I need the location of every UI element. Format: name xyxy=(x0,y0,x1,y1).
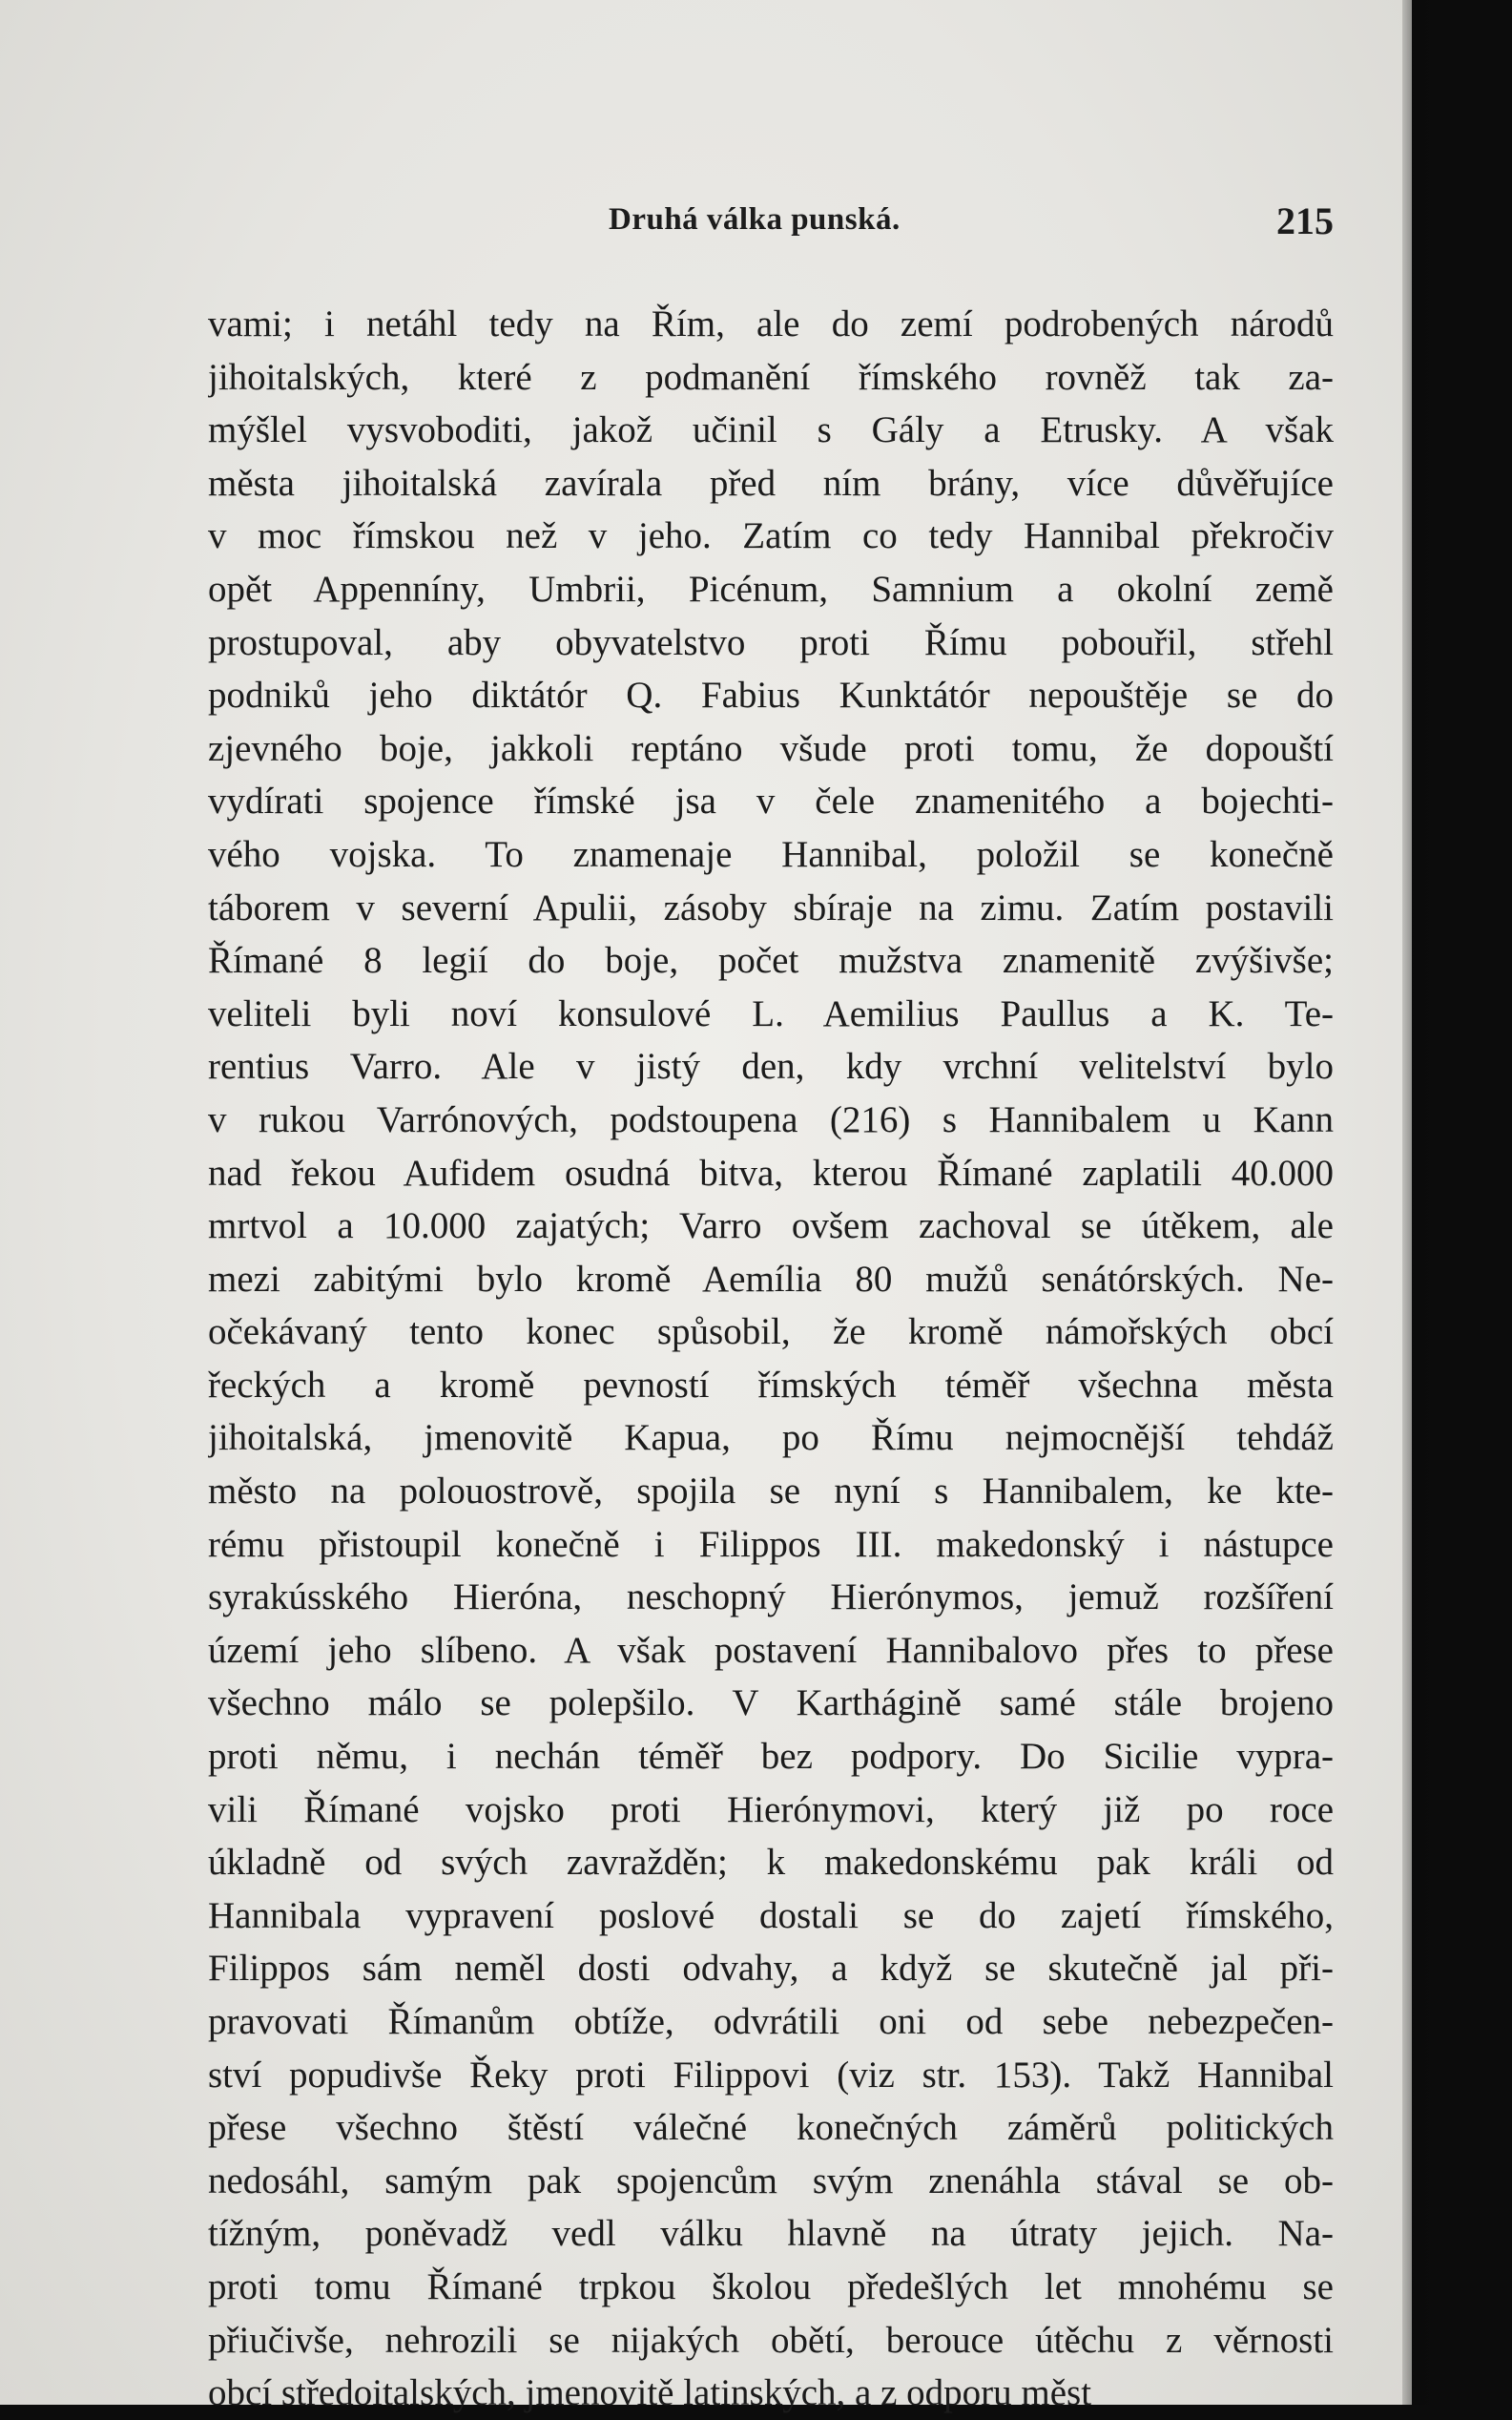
text-line: v moc římskou než v jeho. Zatím co tedy Hannibal překročiv xyxy=(208,515,1334,557)
text-line: vami; i netáhl tedy na Řím, ale do zemí podrobených národů xyxy=(208,303,1334,344)
text-line: jihoitalská, jmenovitě Kapua, po Římu nejmocnější tehdáž xyxy=(208,1417,1334,1459)
body-text xyxy=(208,298,1334,2420)
text-line: opět Appenníny, Umbrii, Picénum, Samnium a okolní země xyxy=(208,568,1334,610)
text-line: veliteli byli noví konsulové L. Aemilius Paullus a K. Te- xyxy=(208,992,1334,1034)
text-line: tížným, poněvadž vedl válku hlavně na útraty jejich. Na- xyxy=(208,2213,1334,2255)
text-line: nedosáhl, samým pak spojencům svým znenáhla stával se ob- xyxy=(208,2159,1334,2201)
running-title: Druhá válka punská. xyxy=(609,202,901,237)
text-line: syrakúsského Hieróna, neschopný Hierónymos, jemuž rozšíření xyxy=(208,1576,1334,1618)
text-line: proti němu, i nechán téměř bez podpory. Do Sicilie vypra- xyxy=(208,1736,1334,1778)
text-line: mrtvol a 10.000 zajatých; Varro ovšem zachoval se útěkem, ale xyxy=(208,1205,1334,1247)
text-line: očekávaný tento konec spůsobil, že kromě námořských obcí xyxy=(208,1311,1334,1353)
page-edge-shadow xyxy=(1402,0,1440,2405)
text-line: všechno málo se polepšilo. V Karthágině samé stále brojeno xyxy=(208,1682,1334,1724)
text-line: pravovati Římanům obtíže, odvrátili oni od sebe nebezpečen- xyxy=(208,2001,1334,2042)
text-line: města jihoitalská zavírala před ním brány, více důvěřujíce xyxy=(208,462,1334,504)
text-line: město na polouostrově, spojila se nyní s Hannibalem, ke kte- xyxy=(208,1471,1334,1512)
text-line: území jeho slíbeno. A však postavení Hannibalovo přes to přese xyxy=(208,1629,1334,1671)
text-line: vili Římané vojsko proti Hierónymovi, který již po roce xyxy=(208,1788,1334,1830)
text-line: rentius Varro. Ale v jistý den, kdy vrchní velitelství bylo xyxy=(208,1046,1334,1088)
text-line: prostupoval, aby obyvatelstvo proti Římu pobouřil, střehl xyxy=(208,621,1334,663)
text-line: nad řekou Aufidem osudná bitva, kterou Římané zaplatili 40.000 xyxy=(208,1152,1334,1194)
text-line: v rukou Varrónových, podstoupena (216) s Hannibalem u Kann xyxy=(208,1098,1334,1140)
text-line: vydírati spojence římské jsa v čele znamenitého a bojechti- xyxy=(208,781,1334,823)
text-line: rému přistoupil konečně i Filippos III. makedonský i nástupce xyxy=(208,1523,1334,1565)
text-line: ství popudivše Řeky proti Filippovi (viz str. 153). Takž Hannibal xyxy=(208,2054,1334,2096)
page-number: 215 xyxy=(1276,199,1334,242)
text-line: Římané 8 legií do boje, počet mužstva znamenitě zvýšivše; xyxy=(208,940,1334,982)
text-line: přiučivše, nehrozili se nijakých obětí, berouce útěchu z věrnosti xyxy=(208,2319,1334,2361)
text-line: podniků jeho diktátór Q. Fabius Kunktátór nepouštěje se do xyxy=(208,675,1334,717)
text-line: přese všechno štěstí válečné konečných záměrů politických xyxy=(208,2107,1334,2149)
text-line: proti tomu Římané trpkou školou předešlých let mnohému se xyxy=(208,2265,1334,2307)
text-line: řeckých a kromě pevností římských téměř všechna města xyxy=(208,1364,1334,1406)
text-line: jihoitalských, které z podmanění římského rovněž tak za- xyxy=(208,356,1334,398)
page-header xyxy=(208,199,1334,250)
text-line: táborem v severní Apulii, zásoby sbíraje na zimu. Zatím postavili xyxy=(208,887,1334,928)
text-line: vého vojska. To znamenaje Hannibal, položil se konečně xyxy=(208,833,1334,875)
text-line: mýšlel vysvoboditi, jakož učinil s Gály a Etrusky. A však xyxy=(208,409,1334,451)
text-line: Filippos sám neměl dosti odvahy, a když se skutečně jal při- xyxy=(208,1948,1334,1990)
text-line: obcí středoitalských, jmenovitě latinských, a z odporu měst xyxy=(208,2372,1092,2414)
text-line: zjevného boje, jakkoli reptáno všude proti tomu, že dopouští xyxy=(208,727,1334,769)
text-line: mezi zabitými bylo kromě Aemília 80 mužů senátórských. Ne- xyxy=(208,1258,1334,1300)
text-line: úkladně od svých zavražděn; k makedonskému pak králi od xyxy=(208,1842,1334,1884)
text-line: Hannibala vypravení poslové dostali se do zajetí římského, xyxy=(208,1894,1334,1936)
